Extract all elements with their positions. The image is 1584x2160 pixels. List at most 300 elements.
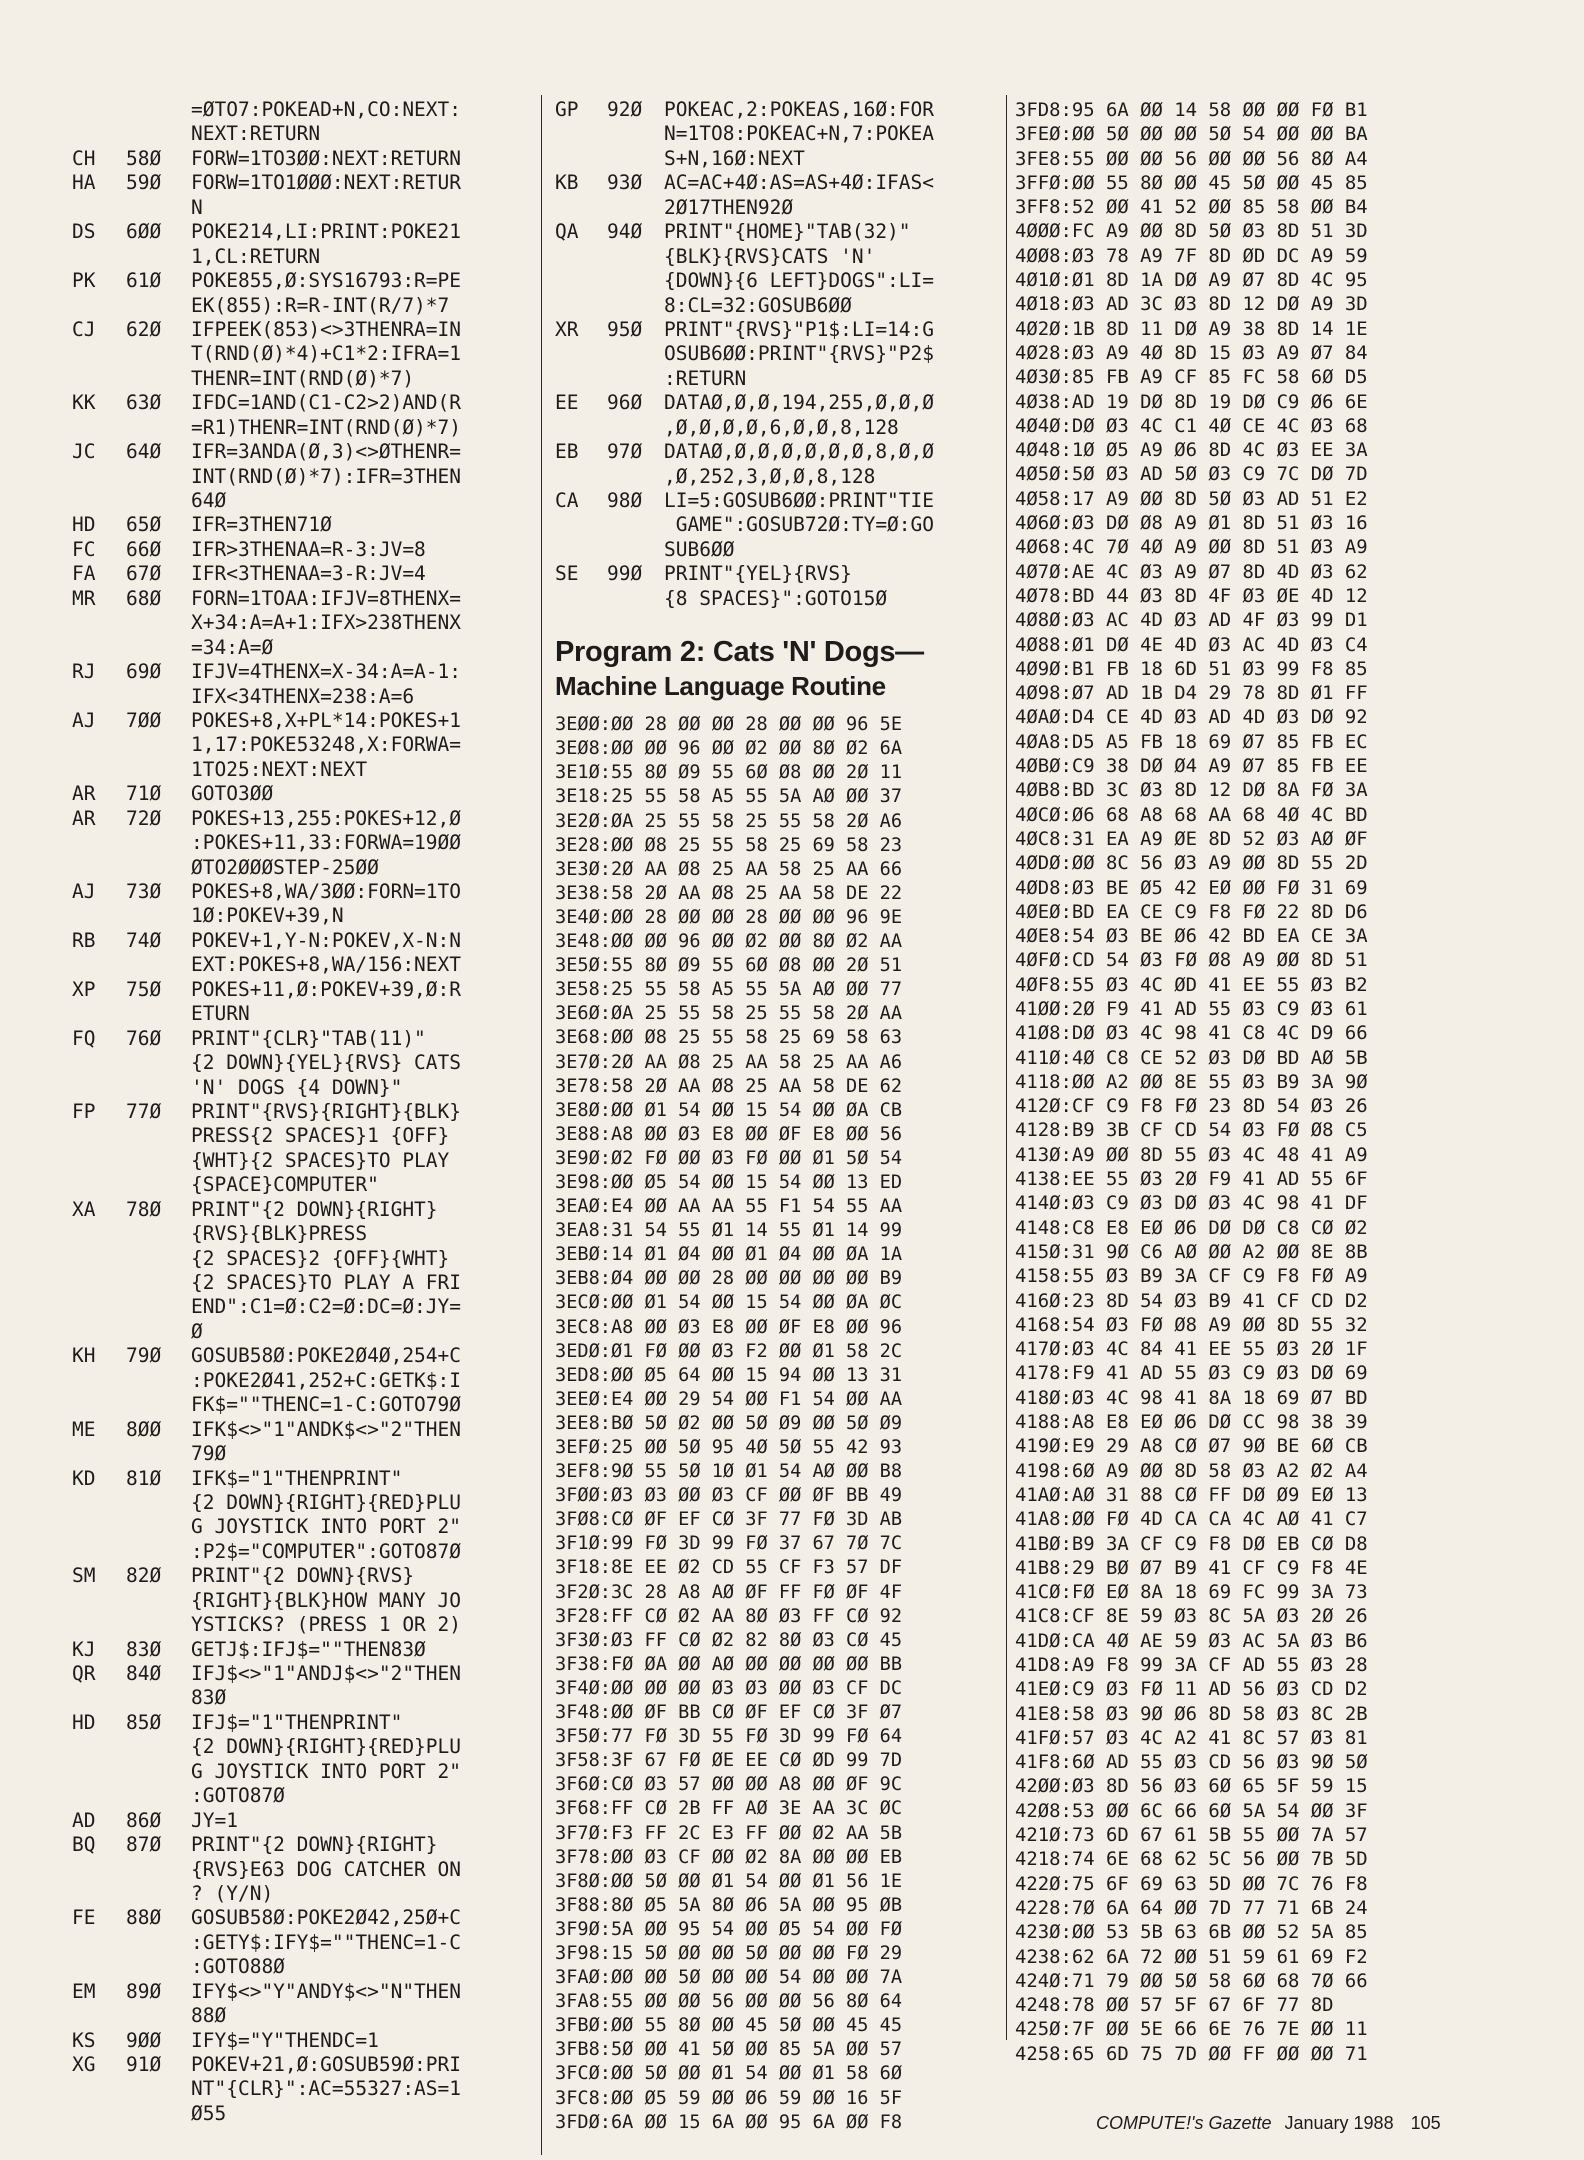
line-code-continued: 1,CL:RETURN <box>191 244 321 268</box>
line-number: 58Ø <box>126 146 162 170</box>
basic-line <box>72 440 532 464</box>
hex-line: 3E98:ØØ Ø5 54 ØØ 15 54 ØØ 13 ED <box>555 1171 903 1193</box>
line-code-continued: {RVS}E63 DOG CATCHER ON <box>191 1857 462 1881</box>
page-number: 105 <box>1410 2113 1441 2133</box>
basic-line <box>72 1344 532 1368</box>
basic-line <box>72 98 532 122</box>
line-number: 63Ø <box>126 391 162 415</box>
basic-line <box>555 489 1010 513</box>
line-code-continued: 8:CL=32:GOSUB6ØØ <box>664 293 852 317</box>
hex-line: 4ØEØ:BD EA CE C9 F8 FØ 22 8D D6 <box>1015 900 1368 923</box>
hex-line: 41A8:ØØ FØ 4D CA CA 4C AØ 41 C7 <box>1015 1508 1368 1531</box>
line-number: 98Ø <box>607 489 643 512</box>
hex-line: 3EFØ:25 ØØ 5Ø 95 4Ø 5Ø 55 42 93 <box>555 1437 903 1458</box>
hex-line: 421Ø:73 6D 67 61 5B 55 ØØ 7A 57 <box>1015 1824 1368 1847</box>
line-number: 82Ø <box>126 1564 162 1588</box>
hex-line: 415Ø:31 9Ø C6 AØ ØØ A2 ØØ 8E 8B <box>1015 1240 1368 1263</box>
hex-line: 4Ø88:Ø1 DØ 4E 4D Ø3 AC 4D Ø3 C4 <box>1015 633 1368 656</box>
line-code-continued: NT"{CLR}":AC=55327:AS=1 <box>191 2077 462 2101</box>
line-continuation <box>72 2077 532 2101</box>
line-code-continued: THENR=INT(RND(Ø)*7) <box>191 366 415 390</box>
hex-line: 4Ø18:Ø3 AD 3C Ø3 8D 12 DØ A9 3D <box>1015 293 1368 316</box>
line-code: POKEAC,2:POKEAS,16Ø:FOR <box>664 98 935 121</box>
hex-line: 4138:EE 55 Ø3 2Ø F9 41 AD 55 6F <box>1015 1168 1368 1191</box>
line-code: FORN=1TOAA:IFJV=8THENX= <box>191 586 462 610</box>
line-continuation <box>555 269 1010 293</box>
hex-line: 4ØD8:Ø3 BE Ø5 42 EØ ØØ FØ 31 69 <box>1015 876 1368 899</box>
hex-line: 3F2Ø:3C 28 A8 AØ ØF FF FØ ØF 4F <box>555 1581 903 1603</box>
hex-line: 3EØ8:ØØ ØØ 96 ØØ Ø2 ØØ 8Ø Ø2 6A <box>555 738 903 760</box>
hex-line: 422Ø:75 6F 69 63 5D ØØ 7C 76 F8 <box>1015 1872 1368 1895</box>
hex-line: 4Ø7Ø:AE 4C Ø3 A9 Ø7 8D 4D Ø3 62 <box>1015 560 1368 583</box>
hex-line: 3EF8:9Ø 55 5Ø 1Ø Ø1 54 AØ ØØ B8 <box>555 1461 903 1483</box>
line-continuation <box>72 2004 532 2028</box>
line-continuation <box>72 2102 532 2126</box>
hex-line: 41D8:A9 F8 99 3A CF AD 55 Ø3 28 <box>1015 1654 1368 1676</box>
basic-line <box>72 1711 532 1735</box>
line-number: 72Ø <box>126 806 162 830</box>
hex-line: 3E3Ø:2Ø AA Ø8 25 AA 58 25 AA 66 <box>555 858 903 880</box>
line-number: 88Ø <box>126 1906 162 1930</box>
hex-line: 4148:C8 E8 EØ Ø6 DØ DØ C8 CØ Ø2 <box>1015 1216 1368 1239</box>
line-continuation <box>555 122 1010 146</box>
hex-line: 3E38:58 2Ø AA Ø8 25 AA 58 DE 22 <box>555 882 903 904</box>
hex-line: 3FA8:55 ØØ ØØ 56 ØØ ØØ 56 8Ø 64 <box>555 1991 903 2013</box>
line-code-continued: :GOTO87Ø <box>191 1784 285 1808</box>
line-code: PRINT"{CLR}"TAB(11)" <box>191 1026 426 1050</box>
line-code: POKEV+21,Ø:GOSUB59Ø:PRI <box>191 2053 462 2076</box>
line-code-continued: INT(RND(Ø)*7):IFR=3THEN <box>191 464 462 488</box>
hex-line: 423Ø:ØØ 53 5B 63 6B ØØ 52 5A 85 <box>1015 1921 1368 1944</box>
line-code-continued: {WHT}{2 SPACES}TO PLAY <box>191 1148 450 1172</box>
line-continuation <box>72 758 532 782</box>
checksum: HD <box>72 513 96 537</box>
checksum: EM <box>72 1979 96 2003</box>
line-continuation <box>555 538 1010 562</box>
hex-line: 4228:7Ø 6A 64 ØØ 7D 77 71 6B 24 <box>1015 1896 1368 1919</box>
page-footer <box>1096 2113 1441 2134</box>
hex-line: 4Ø78:BD 44 Ø3 8D 4F Ø3 ØE 4D 12 <box>1015 584 1368 607</box>
line-continuation <box>72 733 532 757</box>
line-continuation <box>72 1613 532 1637</box>
hex-line: 3F3Ø:Ø3 FF CØ Ø2 82 8Ø Ø3 CØ 45 <box>555 1629 903 1651</box>
line-code: IFK$="1"THENPRINT" <box>191 1466 403 1490</box>
basic-line <box>72 513 532 537</box>
hex-line: 3FØØ:Ø3 Ø3 ØØ Ø3 CF ØØ ØF BB 49 <box>555 1485 903 1507</box>
hex-line: 4Ø38:AD 19 DØ 8D 19 DØ C9 Ø6 6E <box>1015 390 1368 413</box>
hex-line: 41E8:58 Ø3 9Ø Ø6 8D 58 Ø3 8C 2B <box>1015 1702 1368 1725</box>
basic-line <box>72 1418 532 1442</box>
line-code-continued: EXT:POKES+8,WA/156:NEXT <box>191 953 462 977</box>
basic-line <box>72 1833 532 1857</box>
line-continuation <box>72 1784 532 1808</box>
hex-line: 3E9Ø:Ø2 FØ ØØ Ø3 FØ ØØ Ø1 5Ø 54 <box>555 1147 903 1169</box>
hex-line: 3E28:ØØ Ø8 25 55 58 25 69 58 23 <box>555 834 903 856</box>
hex-line: 3F1Ø:99 FØ 3D 99 FØ 37 67 7Ø 7C <box>555 1533 903 1555</box>
line-number: 77Ø <box>126 1099 162 1123</box>
hex-line: 3F7Ø:F3 FF 2C E3 FF ØØ Ø2 AA 5B <box>555 1822 903 1844</box>
line-continuation <box>72 1955 532 1979</box>
basic-line <box>72 782 532 806</box>
line-code: =ØTO7:POKEAD+N,CO:NEXT: <box>191 98 462 121</box>
basic-line <box>72 269 532 293</box>
line-continuation <box>555 196 1010 220</box>
checksum: MR <box>72 586 96 610</box>
hex-line: 3F5Ø:77 FØ 3D 55 FØ 3D 99 FØ 64 <box>555 1726 903 1748</box>
line-code-continued: N <box>191 195 203 219</box>
line-code: GOSUB58Ø:POKE2Ø42,25Ø+C <box>191 1906 462 1930</box>
line-code: LI=5:GOSUB6ØØ:PRINT"TIE <box>664 489 935 512</box>
line-number: 66Ø <box>126 537 162 561</box>
hex-line: 3F38:FØ ØA ØØ AØ ØØ ØØ ØØ ØØ BB <box>555 1653 903 1675</box>
line-continuation <box>555 416 1010 440</box>
hex-line: 4218:74 6E 68 62 5C 56 ØØ 7B 5D <box>1015 1848 1368 1871</box>
line-code-continued: PRESS{2 SPACES}1 {OFF} <box>191 1124 450 1148</box>
checksum: PK <box>72 269 96 293</box>
basic-line <box>72 880 532 904</box>
line-continuation <box>555 294 1010 318</box>
hex-line: 41F8:6Ø AD 55 Ø3 CD 56 Ø3 9Ø 5Ø <box>1015 1751 1368 1774</box>
hex-line: 413Ø:A9 ØØ 8D 55 Ø3 4C 48 41 A9 <box>1015 1143 1368 1166</box>
line-continuation <box>72 636 532 660</box>
line-code: POKE214,LI:PRINT:POKE21 <box>191 220 462 244</box>
hex-line: 41ØØ:2Ø F9 41 AD 55 Ø3 C9 Ø3 61 <box>1015 997 1368 1020</box>
checksum: CA <box>555 489 579 512</box>
line-continuation <box>72 367 532 391</box>
line-code: IFR=3THEN71Ø <box>191 513 332 537</box>
line-code: PRINT"{2 DOWN}{RIGHT} <box>191 1197 438 1221</box>
checksum: QA <box>555 220 579 244</box>
hex-line: 3EC8:A8 ØØ Ø3 E8 ØØ ØF E8 ØØ 96 <box>555 1316 903 1338</box>
line-continuation <box>72 196 532 220</box>
line-code: PRINT"{YEL}{RVS} <box>664 562 852 586</box>
hex-line: 4198:6Ø A9 ØØ 8D 58 Ø3 A2 Ø2 A4 <box>1015 1459 1368 1482</box>
checksum: JC <box>72 440 96 464</box>
hex-line: 3F58:3F 67 FØ ØE EE CØ ØD 99 7D <box>555 1750 903 1772</box>
line-code: JY=1 <box>191 1808 238 1832</box>
line-continuation <box>555 465 1010 489</box>
basic-line <box>555 391 1010 415</box>
hex-line: 42ØØ:Ø3 8D 56 Ø3 6Ø 65 5F 59 15 <box>1015 1775 1368 1798</box>
basic-line <box>555 318 1010 342</box>
line-continuation <box>72 342 532 366</box>
line-number: 97Ø <box>607 440 643 464</box>
checksum: CJ <box>72 317 96 341</box>
hex-line: 4188:A8 E8 EØ Ø6 DØ CC 98 38 39 <box>1015 1411 1368 1434</box>
line-code: GETJ$:IFJ$=""THEN83Ø <box>191 1637 426 1661</box>
line-code: AC=AC+4Ø:AS=AS+4Ø:IFAS< <box>664 171 935 195</box>
hex-line: 41DØ:CA 4Ø AE 59 Ø3 AC 5A Ø3 B6 <box>1015 1629 1368 1652</box>
checksum: KJ <box>72 1637 96 1661</box>
line-number: 61Ø <box>126 269 162 293</box>
line-code: POKEV+1,Y-N:POKEV,X-N:N <box>191 928 462 952</box>
line-code-continued: GAME":GOSUB72Ø:TY=Ø:GO <box>664 513 935 537</box>
hex-line: 3E8Ø:ØØ Ø1 54 ØØ 15 54 ØØ ØA CB <box>555 1099 903 1121</box>
hex-line: 3FBØ:ØØ 55 8Ø ØØ 45 5Ø ØØ 45 45 <box>555 2015 903 2037</box>
line-code-continued: :RETURN <box>664 366 747 390</box>
hex-line: 4ØØ8:Ø3 78 A9 7F 8D ØD DC A9 59 <box>1015 244 1368 267</box>
line-continuation <box>72 1442 532 1466</box>
hex-line: 3FE8:55 ØØ ØØ 56 ØØ ØØ 56 8Ø A4 <box>1015 147 1368 170</box>
hex-line: 416Ø:23 8D 54 Ø3 B9 41 CF CD D2 <box>1015 1289 1368 1312</box>
line-code: PRINT"{2 DOWN}{RIGHT} <box>191 1833 438 1857</box>
hex-line: 3FB8:5Ø ØØ 41 5Ø ØØ 85 5A ØØ 57 <box>555 2039 903 2061</box>
line-continuation <box>555 245 1010 269</box>
checksum: SE <box>555 562 579 586</box>
line-code-continued: IFX<34THENX=238:A=6 <box>191 684 415 708</box>
basic-line <box>72 978 532 1002</box>
hex-line: 41Ø8:DØ Ø3 4C 98 41 C8 4C D9 66 <box>1015 1022 1368 1045</box>
basic-listing-column-2 <box>555 98 1010 2135</box>
basic-line <box>72 2053 532 2077</box>
line-code-continued: :GETY$:IFY$=""THENC=1-C <box>191 1930 462 1954</box>
hex-line: 41CØ:FØ EØ 8A 18 69 FC 99 3A 73 <box>1015 1581 1368 1604</box>
hex-line: 4Ø58:17 A9 ØØ 8D 5Ø Ø3 AD 51 E2 <box>1015 487 1368 510</box>
line-continuation <box>72 1076 532 1100</box>
line-code-continued: :GOTO88Ø <box>191 1955 285 1979</box>
basic-line <box>72 2029 532 2053</box>
line-number: 67Ø <box>126 562 162 586</box>
line-continuation <box>72 465 532 489</box>
line-code-continued: SUB6ØØ <box>664 537 735 561</box>
hex-line: 4Ø5Ø:5Ø Ø3 AD 5Ø Ø3 C9 7C DØ 7D <box>1015 463 1368 486</box>
hex-line: 3FD8:95 6A ØØ 14 58 ØØ ØØ FØ B1 <box>1015 99 1368 121</box>
checksum: HD <box>72 1710 96 1734</box>
hex-line: 3F68:FF CØ 2B FF AØ 3E AA 3C ØC <box>555 1798 903 1820</box>
line-code-continued: Ø55 <box>191 2101 227 2125</box>
hex-line: 4ØBØ:C9 38 DØ Ø4 A9 Ø7 85 FB EE <box>1015 755 1368 778</box>
line-code: IFJV=4THENX=X-34:A=A-1: <box>191 660 462 684</box>
line-code-continued: =34:A=Ø <box>191 635 274 659</box>
checksum: CH <box>72 146 96 170</box>
hex-line: 4Ø3Ø:85 FB A9 CF 85 FC 58 6Ø D5 <box>1015 366 1368 389</box>
line-continuation <box>72 904 532 928</box>
line-number: 7ØØ <box>126 708 162 732</box>
hex-line: 3E58:25 55 58 A5 55 5A AØ ØØ 77 <box>555 979 903 1001</box>
checksum: FC <box>72 537 96 561</box>
line-continuation <box>72 1858 532 1882</box>
ml-hex-listing-part1 <box>555 713 1010 2135</box>
line-code-continued: S+N,16Ø:NEXT <box>664 146 805 170</box>
line-code: FORW=1TO3ØØ:NEXT:RETURN <box>191 146 462 170</box>
line-continuation <box>72 1222 532 1246</box>
hex-line: 3F48:ØØ ØF BB CØ ØF EF CØ 3F Ø7 <box>555 1702 903 1724</box>
hex-line: 417Ø:Ø3 4C 84 41 EE 55 Ø3 2Ø 1F <box>1015 1338 1368 1361</box>
checksum: BQ <box>72 1833 96 1857</box>
hex-line: 3FFØ:ØØ 55 8Ø ØØ 45 5Ø ØØ 45 85 <box>1015 171 1368 194</box>
line-number: 96Ø <box>607 391 643 415</box>
line-code: GOSUB58Ø:POKE2Ø4Ø,254+C <box>191 1344 462 1368</box>
line-continuation <box>72 294 532 318</box>
hex-line: 3E7Ø:2Ø AA Ø8 25 AA 58 25 AA A6 <box>555 1051 903 1073</box>
basic-line <box>72 562 532 586</box>
checksum: DS <box>72 220 96 244</box>
hex-line: 41FØ:57 Ø3 4C A2 41 8C 57 Ø3 81 <box>1015 1726 1368 1749</box>
hex-line: 411Ø:4Ø C8 CE 52 Ø3 DØ BD AØ 5B <box>1015 1046 1368 1069</box>
hex-line: 3E78:58 2Ø AA Ø8 25 AA 58 DE 62 <box>555 1075 903 1097</box>
line-code: IFJ$<>"1"ANDJ$<>"2"THEN <box>191 1662 462 1685</box>
checksum: FA <box>72 562 96 586</box>
program2-title: Cats 'N' Dogs— <box>712 636 924 669</box>
line-continuation <box>72 1295 532 1319</box>
line-number: 91Ø <box>126 2053 162 2076</box>
line-code-continued: {SPACE}COMPUTER" <box>191 1173 379 1197</box>
line-code-continued: YSTICKS? (PRESS 1 OR 2) <box>191 1613 462 1637</box>
line-code: DATAØ,Ø,Ø,194,255,Ø,Ø,Ø <box>664 391 935 415</box>
hex-line: 4ØAØ:D4 CE 4D Ø3 AD 4D Ø3 DØ 92 <box>1015 706 1368 729</box>
line-code-continued: 2Ø17THEN92Ø <box>664 195 794 219</box>
basic-line <box>72 1662 532 1686</box>
checksum: HA <box>72 171 96 195</box>
line-number: 8ØØ <box>126 1417 162 1441</box>
line-code-continued: {2 SPACES}TO PLAY A FRI <box>191 1271 462 1294</box>
line-code-continued: {BLK}{RVS}CATS 'N' <box>664 244 876 268</box>
checksum: QR <box>72 1662 96 1685</box>
hex-line: 3F8Ø:ØØ 5Ø ØØ Ø1 54 ØØ Ø1 56 1E <box>555 1870 903 1892</box>
checksum: RJ <box>72 660 96 684</box>
hex-line: 3F28:FF CØ Ø2 AA 8Ø Ø3 FF CØ 92 <box>555 1605 903 1627</box>
hex-line: 4Ø48:1Ø Ø5 A9 Ø6 8D 4C Ø3 EE 3A <box>1015 439 1368 462</box>
hex-line: 41EØ:C9 Ø3 FØ 11 AD 56 Ø3 CD D2 <box>1015 1678 1368 1701</box>
hex-line: 425Ø:7F ØØ 5E 66 6E 76 7E ØØ 11 <box>1015 2018 1368 2041</box>
checksum: FQ <box>72 1026 96 1050</box>
line-continuation <box>72 1393 532 1417</box>
checksum: EB <box>555 440 579 464</box>
line-number: 75Ø <box>126 977 162 1001</box>
line-code-continued: NEXT:RETURN <box>191 122 321 146</box>
line-code-continued: =R1)THENR=INT(RND(Ø)*7) <box>191 415 462 439</box>
line-continuation <box>555 587 1010 611</box>
checksum: FE <box>72 1906 96 1930</box>
line-number: 93Ø <box>607 171 643 195</box>
hex-line: 3F98:15 5Ø ØØ ØØ 5Ø ØØ ØØ FØ 29 <box>555 1942 903 1964</box>
basic-line <box>72 1100 532 1124</box>
line-code-continued: ,Ø,Ø,Ø,Ø,6,Ø,Ø,8,128 <box>664 415 899 439</box>
line-continuation <box>72 831 532 855</box>
program2-label: Program 2: <box>555 636 706 669</box>
line-code-continued: {RIGHT}{BLK}HOW MANY JO <box>191 1588 462 1612</box>
line-code-continued: ? (Y/N) <box>191 1881 274 1905</box>
line-continuation <box>72 1540 532 1564</box>
basic-line <box>72 318 532 342</box>
basic-line <box>555 171 1010 195</box>
line-continuation <box>72 1051 532 1075</box>
line-code: IFR<3THENAA=3-R:JV=4 <box>191 562 426 586</box>
line-code: PRINT"{2 DOWN}{RVS} <box>191 1564 415 1588</box>
hex-line: 4ØDØ:ØØ 8C 56 Ø3 A9 ØØ 8D 55 2D <box>1015 852 1368 875</box>
basic-line <box>555 440 1010 464</box>
hex-line: 3F6Ø:CØ Ø3 57 ØØ ØØ A8 ØØ ØF 9C <box>555 1774 903 1796</box>
line-continuation <box>72 953 532 977</box>
line-code-continued: END":C1=Ø:C2=Ø:DC=Ø:JY= <box>191 1295 462 1319</box>
line-code: IFJ$="1"THENPRINT" <box>191 1710 403 1734</box>
line-continuation <box>555 367 1010 391</box>
line-code: FORW=1TO1ØØØ:NEXT:RETUR <box>191 171 462 195</box>
line-code-continued: 64Ø <box>191 489 227 512</box>
line-number: 79Ø <box>126 1344 162 1368</box>
hex-line: 424Ø:71 79 ØØ 5Ø 58 6Ø 68 7Ø 66 <box>1015 1969 1368 1992</box>
basic-line <box>72 807 532 831</box>
checksum: KS <box>72 2028 96 2052</box>
line-code-continued: ØTO2ØØØSTEP-25ØØ <box>191 855 379 879</box>
line-number: 94Ø <box>607 220 643 244</box>
line-code-continued: 79Ø <box>191 1442 227 1466</box>
hex-line: 3FEØ:ØØ 5Ø ØØ ØØ 5Ø 54 ØØ ØØ BA <box>1015 123 1368 146</box>
hex-line: 4158:55 Ø3 B9 3A CF C9 F8 FØ A9 <box>1015 1265 1368 1288</box>
line-continuation <box>72 856 532 880</box>
basic-line <box>72 1467 532 1491</box>
hex-line: 4ØCØ:Ø6 68 A8 68 AA 68 4Ø 4C BD <box>1015 803 1368 826</box>
line-code: POKES+13,255:POKES+12,Ø <box>191 806 462 830</box>
checksum: XP <box>72 977 96 1001</box>
checksum: SM <box>72 1564 96 1588</box>
line-continuation <box>72 1931 532 1955</box>
checksum: XG <box>72 2053 96 2076</box>
line-code: PRINT"{RVS}"P1$:LI=14:G <box>664 317 935 341</box>
checksum: KB <box>555 171 579 195</box>
hex-line: 3EEØ:E4 ØØ 29 54 ØØ F1 54 ØØ AA <box>555 1388 903 1410</box>
line-continuation <box>72 685 532 709</box>
line-code: IFDC=1AND(C1-C2>2)AND(R <box>191 391 462 415</box>
checksum: FP <box>72 1099 96 1123</box>
line-number: 73Ø <box>126 880 162 903</box>
line-number: 87Ø <box>126 1833 162 1857</box>
line-continuation <box>72 1124 532 1148</box>
hex-line: 3FCØ:ØØ 5Ø ØØ Ø1 54 ØØ Ø1 58 6Ø <box>555 2063 903 2085</box>
program2-heading <box>555 635 1010 703</box>
hex-line: 4248:78 ØØ 57 5F 67 6F 77 8D <box>1015 1994 1334 2017</box>
hex-line: 4128:B9 3B CF CD 54 Ø3 FØ Ø8 C5 <box>1015 1119 1368 1142</box>
line-code: GOTO3ØØ <box>191 782 274 806</box>
line-continuation <box>72 1735 532 1759</box>
line-continuation <box>72 1760 532 1784</box>
line-continuation <box>72 1320 532 1344</box>
hex-line: 3E18:25 55 58 A5 55 5A AØ ØØ 37 <box>555 786 903 808</box>
hex-line: 3E1Ø:55 8Ø Ø9 55 6Ø Ø8 ØØ 2Ø 11 <box>555 762 903 784</box>
line-number: 71Ø <box>126 782 162 806</box>
hex-line: 419Ø:E9 29 A8 CØ Ø7 9Ø BE 6Ø CB <box>1015 1435 1368 1458</box>
hex-line: 3EDØ:Ø1 FØ ØØ Ø3 F2 ØØ Ø1 58 2C <box>555 1340 903 1362</box>
line-continuation <box>72 1173 532 1197</box>
line-continuation <box>72 489 532 513</box>
hex-line: 3EAØ:E4 ØØ AA AA 55 F1 54 55 AA <box>555 1196 903 1218</box>
hex-line: 3E2Ø:ØA 25 55 58 25 55 58 2Ø A6 <box>555 810 903 832</box>
line-number: 84Ø <box>126 1662 162 1685</box>
line-code-continued: 'N' DOGS {4 DOWN}" <box>191 1075 403 1099</box>
line-code: POKES+8,WA/3ØØ:FORN=1TO <box>191 880 462 903</box>
checksum: ME <box>72 1417 96 1441</box>
line-continuation <box>72 1271 532 1295</box>
hex-line: 4Ø4Ø:DØ Ø3 4C C1 4Ø CE 4C Ø3 68 <box>1015 414 1368 437</box>
line-number: 74Ø <box>126 928 162 952</box>
basic-line <box>72 1198 532 1222</box>
line-continuation <box>72 1515 532 1539</box>
basic-line <box>72 660 532 684</box>
hex-line: 41BØ:B9 3A CF C9 F8 DØ EB CØ D8 <box>1015 1532 1368 1555</box>
checksum: KK <box>72 391 96 415</box>
line-number: 76Ø <box>126 1026 162 1050</box>
line-code: IFR>3THENAA=R-3:JV=8 <box>191 537 426 561</box>
line-continuation <box>72 1002 532 1026</box>
hex-line: 3E4Ø:ØØ 28 ØØ ØØ 28 ØØ ØØ 96 9E <box>555 906 903 928</box>
line-code-continued: {2 DOWN}{RIGHT}{RED}PLU <box>191 1735 462 1759</box>
line-code: DATAØ,Ø,Ø,Ø,Ø,Ø,Ø,8,Ø,Ø <box>664 440 935 464</box>
line-code: IFY$="Y"THENDC=1 <box>191 2028 379 2052</box>
basic-line <box>72 1638 532 1662</box>
basic-line <box>72 929 532 953</box>
checksum: AR <box>72 806 96 830</box>
basic-line <box>72 1906 532 1930</box>
